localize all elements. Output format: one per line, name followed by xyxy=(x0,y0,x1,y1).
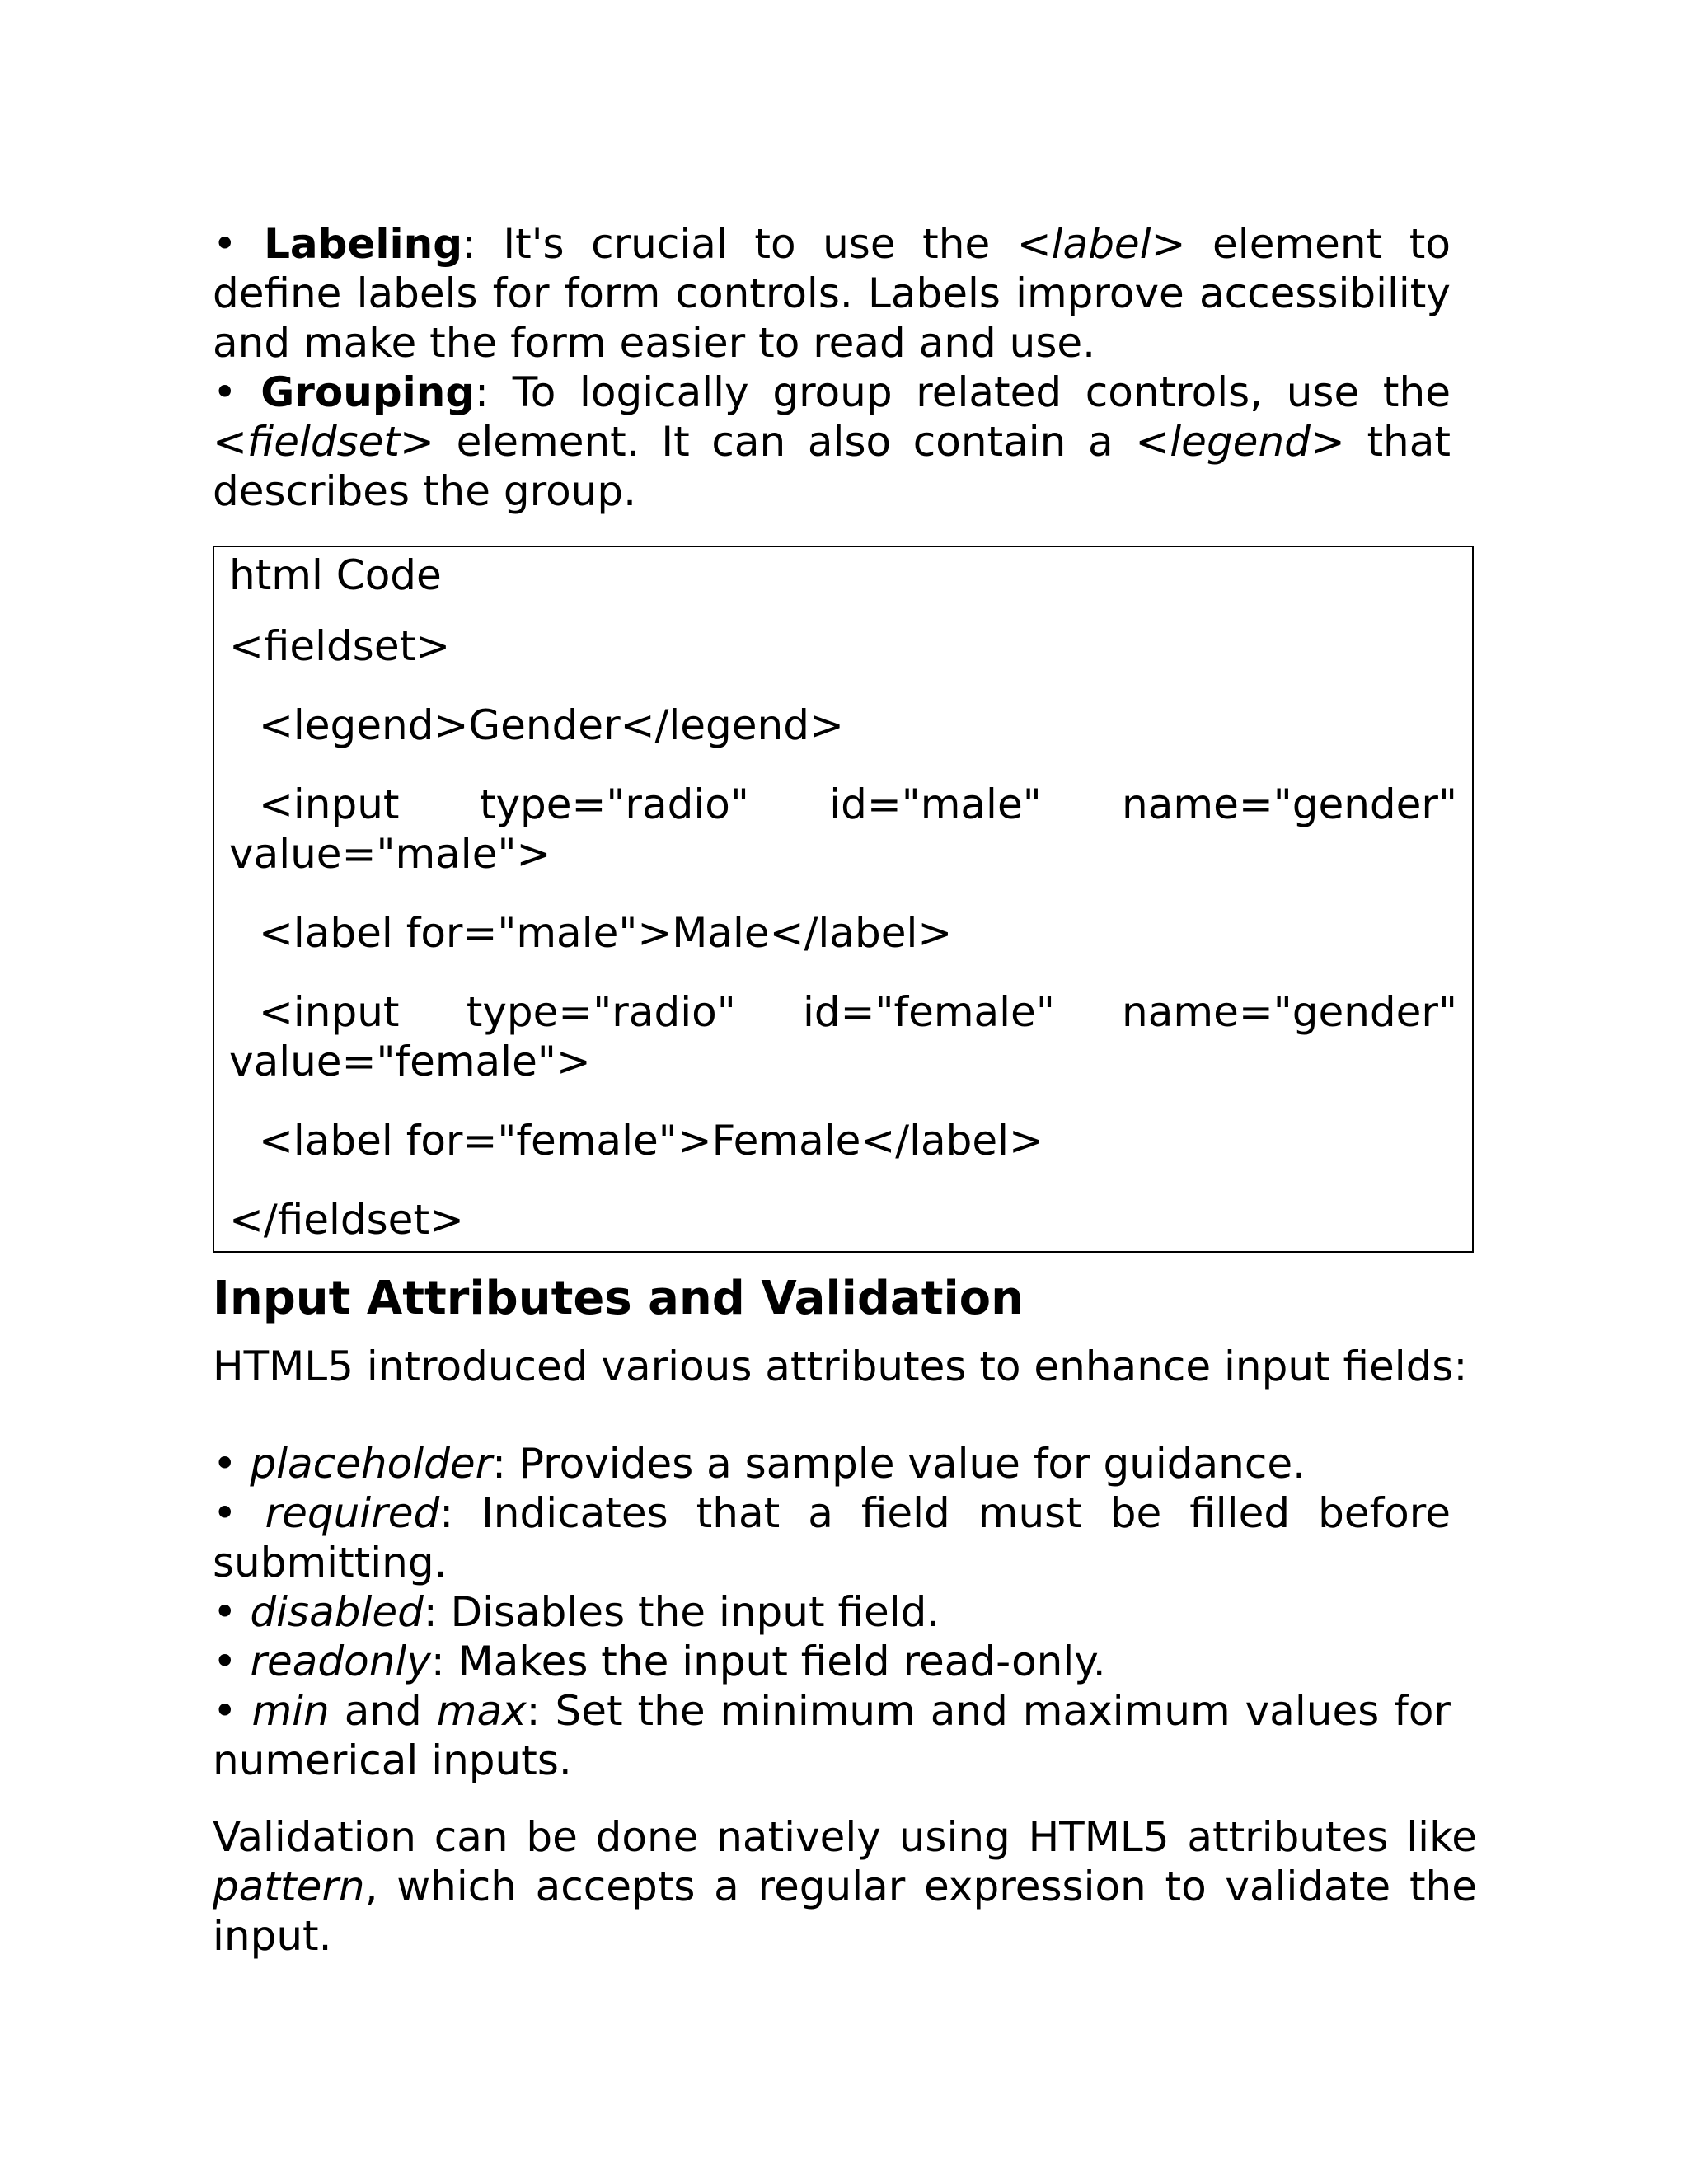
code-line: <label for="male">Male</label> xyxy=(259,909,953,957)
attribute-description: : Makes the input field read-only. xyxy=(430,1638,1106,1685)
code-token: type="radio" xyxy=(466,988,736,1036)
code-token: id="male" xyxy=(829,780,1042,828)
attribute-name: pattern xyxy=(213,1863,365,1910)
code-line: </fieldset> xyxy=(229,1196,464,1244)
attribute-name: required xyxy=(265,1489,440,1537)
code-line xyxy=(229,780,1457,879)
section-heading: Input Attributes and Validation xyxy=(213,1272,1025,1325)
code-line xyxy=(229,987,1457,1086)
code-line-wrapped xyxy=(229,987,1457,1037)
attribute-name: max xyxy=(436,1687,527,1735)
bullet-term: Grouping xyxy=(260,368,476,416)
bullet-emphasis: <legend> xyxy=(1135,418,1345,466)
bullet-text: element. It can also contain a xyxy=(434,418,1136,466)
list-item xyxy=(213,1488,1451,1587)
code-line: <fieldset> xyxy=(229,622,451,670)
code-line: <legend>Gender</legend> xyxy=(259,701,844,749)
validation-paragraph xyxy=(213,1812,1477,1961)
bullet-marker: • xyxy=(213,1638,237,1685)
code-line: <label for="female">Female</label> xyxy=(259,1117,1043,1165)
code-token: <input xyxy=(259,780,400,828)
attribute-name: readonly xyxy=(250,1638,431,1685)
code-line-continuation: value="female"> xyxy=(229,1038,591,1085)
attribute-description: : Set the minimum and maximum values for numerical inputs. xyxy=(213,1687,1451,1784)
bullet-marker: • xyxy=(213,1687,237,1735)
attribute-name: min xyxy=(251,1687,330,1735)
bullet-list-top xyxy=(213,219,1451,516)
list-item xyxy=(213,1439,1451,1488)
bullet-term: Labeling xyxy=(264,220,463,268)
code-token: <input xyxy=(259,988,400,1036)
bullet-marker: • xyxy=(213,1588,237,1636)
bullet-marker: • xyxy=(213,1489,237,1537)
code-block xyxy=(213,546,1474,1253)
code-block-title: html Code xyxy=(229,551,442,599)
code-line-continuation: value="male"> xyxy=(229,830,551,878)
code-token: type="radio" xyxy=(479,780,749,828)
attribute-description: : Provides a sample value for guidance. xyxy=(492,1440,1306,1488)
list-item xyxy=(213,1637,1451,1686)
list-item xyxy=(213,1686,1451,1785)
attribute-name: placeholder xyxy=(250,1440,493,1488)
bullet-text: : To logically group related controls, use the xyxy=(475,368,1451,416)
section-intro: HTML5 introduced various attributes to enhance input fields: xyxy=(213,1343,1468,1390)
bullet-emphasis: <label> xyxy=(1016,220,1186,268)
attribute-list xyxy=(213,1439,1451,1785)
bullet-text: element to define labels for form controls. Labels improve accessibility and make the form easier to read and use. xyxy=(213,220,1451,367)
bullet-emphasis: <fieldset> xyxy=(213,418,434,466)
bullet-text: that describes the group. xyxy=(213,418,1451,515)
bullet-marker: • xyxy=(213,1440,237,1488)
paragraph-text: , which accepts a regular expression to validate the input. xyxy=(213,1863,1477,1960)
bullet-text: : It's crucial to use the xyxy=(462,220,1017,268)
attribute-description: : Indicates that a field must be filled before submitting. xyxy=(213,1489,1451,1586)
bullet-labeling xyxy=(213,219,1451,368)
bullet-marker: • xyxy=(213,368,237,416)
attribute-description: : Disables the input field. xyxy=(423,1588,940,1636)
paragraph-text: Validation can be done natively using HTML5 attributes like xyxy=(213,1813,1477,1861)
code-token: name="gender" xyxy=(1122,988,1457,1036)
document-page xyxy=(213,219,1477,2002)
bullet-grouping xyxy=(213,368,1451,516)
list-item xyxy=(213,1587,1451,1637)
attribute-joiner: and xyxy=(329,1687,437,1735)
code-token: name="gender" xyxy=(1122,780,1457,828)
code-token: id="female" xyxy=(802,988,1055,1036)
attribute-name: disabled xyxy=(250,1588,424,1636)
code-line-wrapped xyxy=(229,780,1457,829)
bullet-marker: • xyxy=(213,220,237,268)
